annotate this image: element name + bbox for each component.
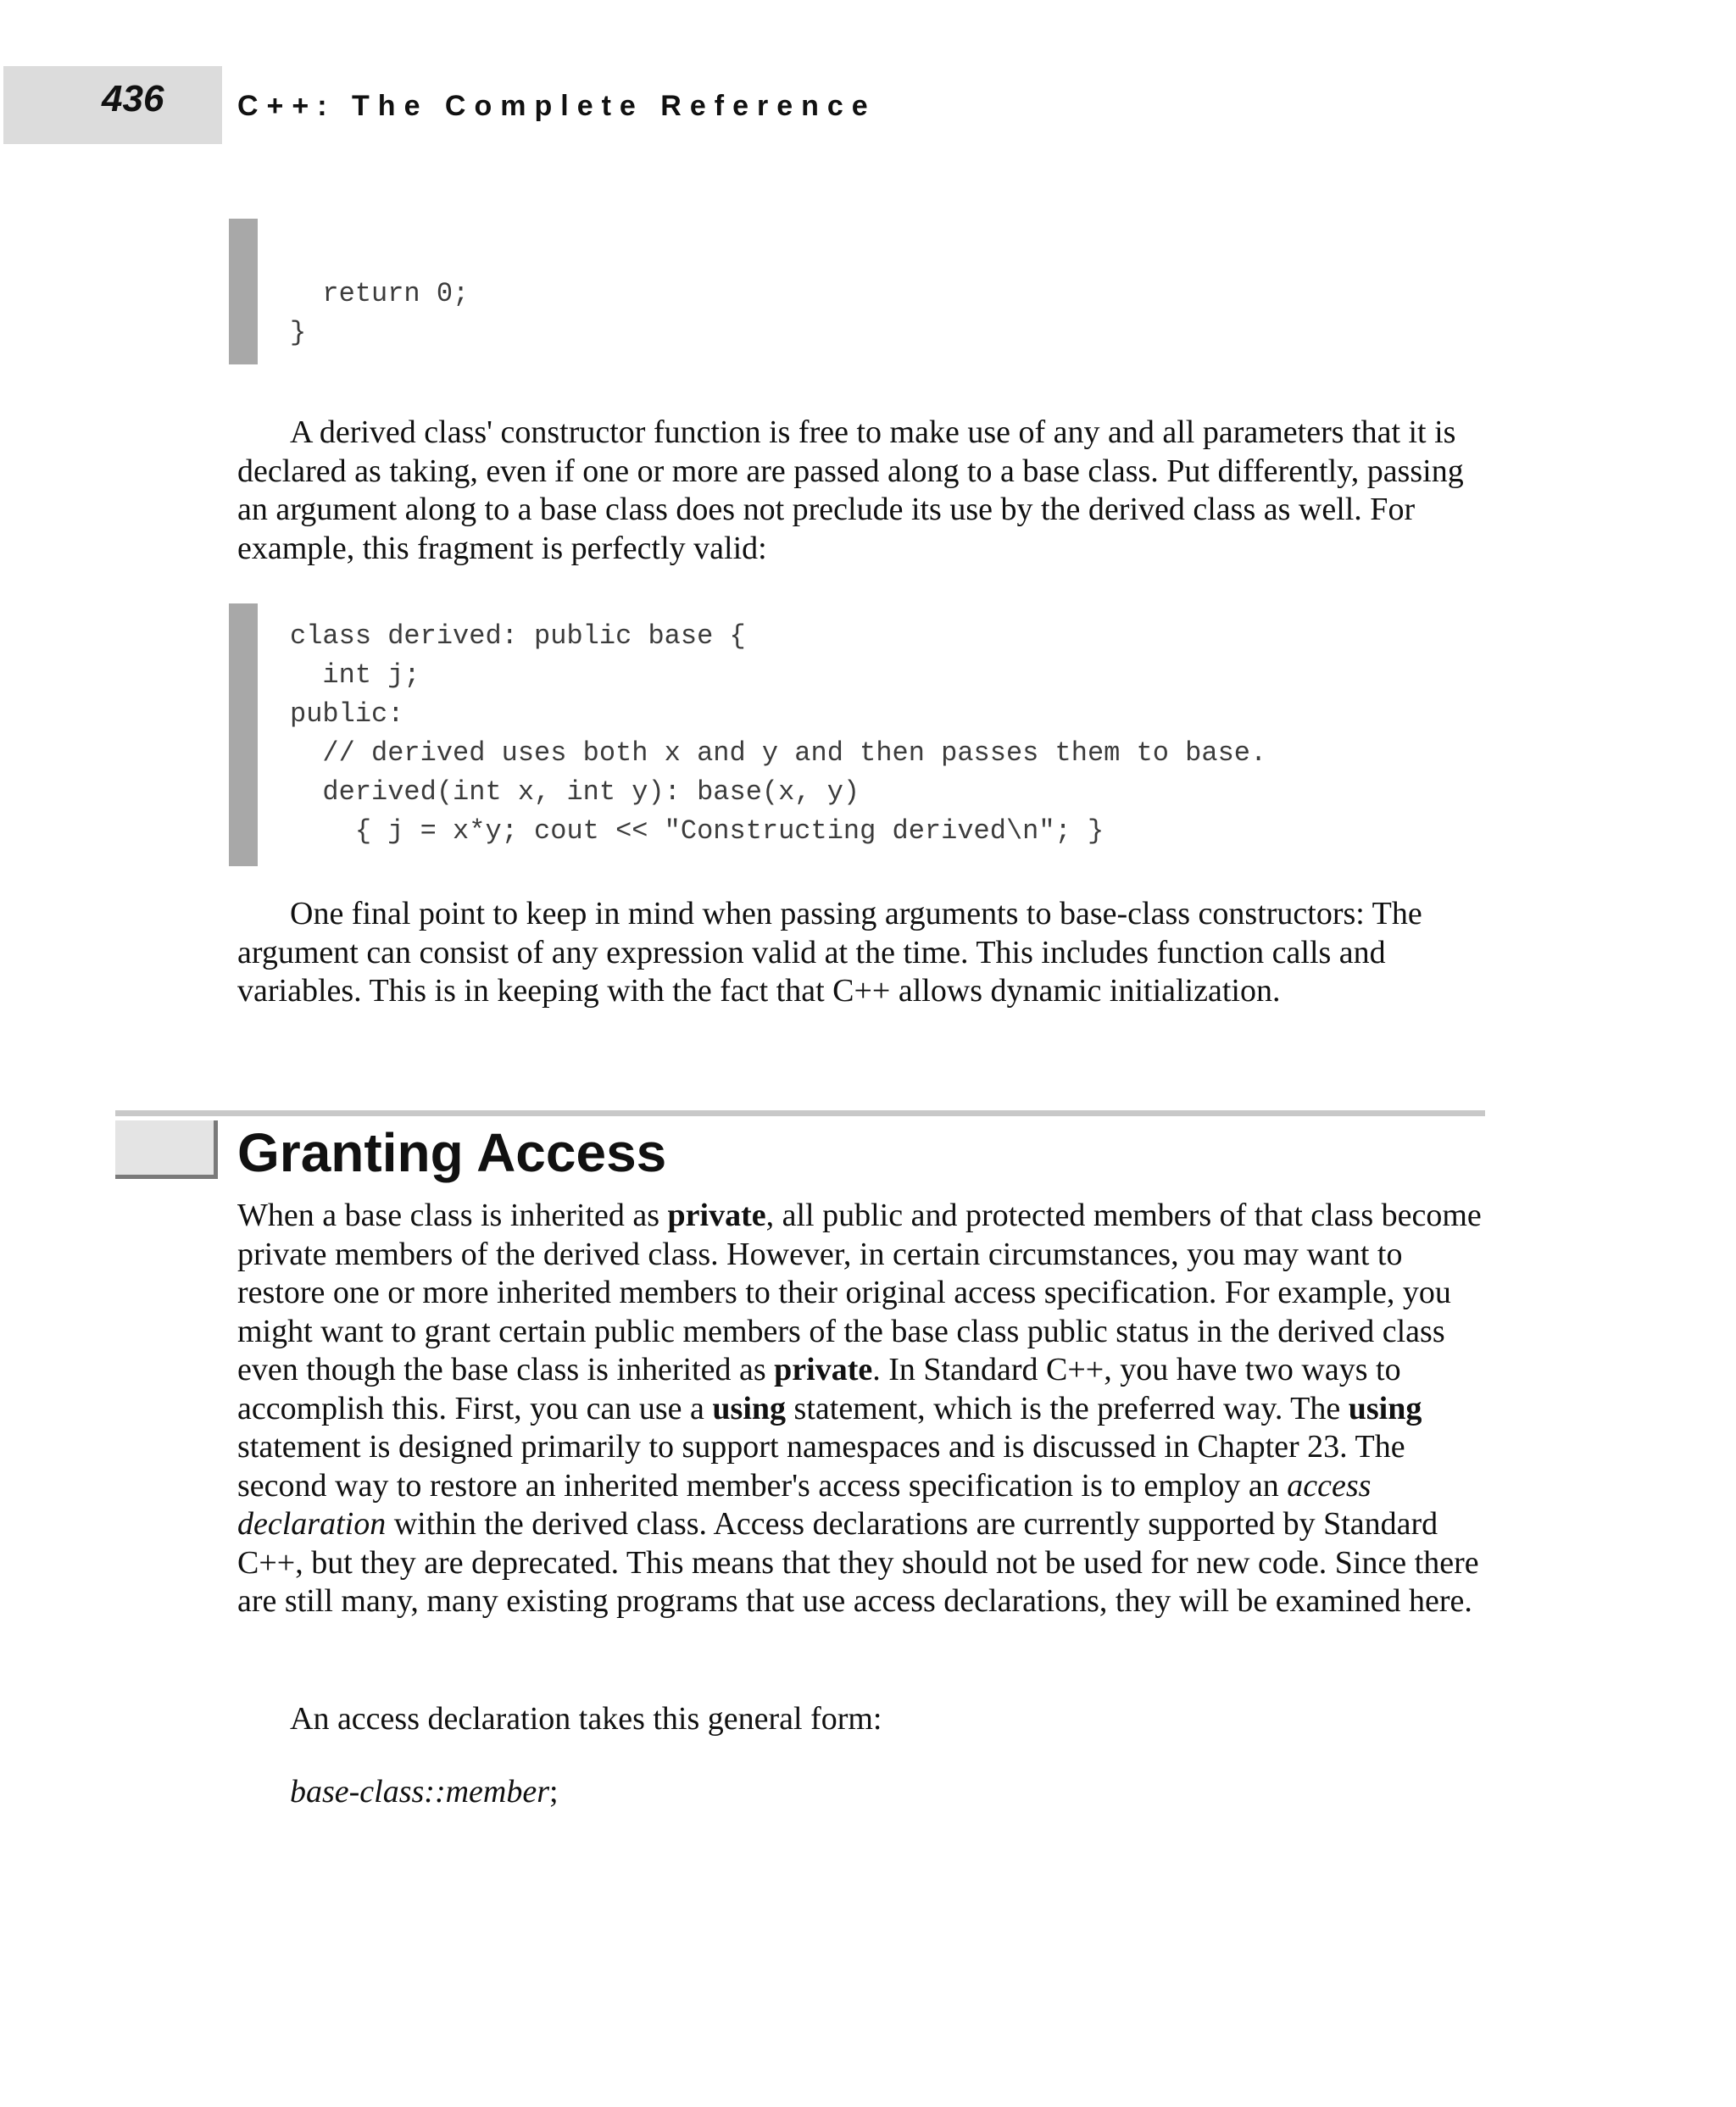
paragraph-derived-constructor: A derived class' constructor function is free to make use of any and all parameters that it is declared as taking, even if one or more are passed along to a base class. Put differently, passing an argument along to a base class does not preclude its use by the derived class as well. For example, this fragment is perfectly valid: xyxy=(237,414,1464,566)
general-form: base-class::member; xyxy=(290,1774,559,1810)
keyword-using: using xyxy=(712,1390,787,1426)
keyword-private: private xyxy=(774,1352,873,1387)
page-number: 436 xyxy=(102,78,164,120)
term-access-declaration: access declaration xyxy=(237,1467,1372,1542)
book-title: C++: The Complete Reference xyxy=(237,90,876,122)
paragraph-general-form-intro: An access declaration takes this general form: xyxy=(290,1701,882,1737)
paragraph-final-point: One final point to keep in mind when passing arguments to base-class constructors: The argument can consist of any expression valid at the time. This includes function calls and variables. This is in keeping with the fact that C++ allows dynamic initialization. xyxy=(237,896,1422,1009)
code-bar xyxy=(229,219,258,364)
paragraph-granting-access: When a base class is inherited as private, all public and protected members of that class become private members of the derived class. However, in certain circumstances, you may want to restore one or more inherited members to their original access specification. For example, you might want to grant certain public members of the base class public status in the derived class even though the base class is inherited as private. In Standard C++, you have two ways to accomplish this. First, you can use a using statement, which is the preferred way. The using statement is designed primarily to support namespaces and is discussed in Chapter 23. The second way to restore an inherited member's access specification is to employ an access declaration within the derived class. Access declarations are currently supported by Standard C++, but they are deprecated. This means that they should not be used for new code. Since there are still many, many existing programs that use access declarations, they will be examined here. xyxy=(237,1198,1482,1619)
section-heading: Granting Access xyxy=(237,1122,667,1183)
keyword-private: private xyxy=(667,1198,766,1233)
keyword-using: using xyxy=(1348,1390,1422,1426)
section-rule xyxy=(115,1110,1485,1116)
code-text: return 0; } xyxy=(290,278,470,348)
code-text: class derived: public base { int j; public: // derived uses both x and y and then passes them to base. derived(int x, int y): base(x, y) { j = x*y; cout << "Constructing derived\n"; } xyxy=(290,620,1267,847)
code-bar xyxy=(229,603,258,866)
section-marker xyxy=(115,1120,218,1179)
